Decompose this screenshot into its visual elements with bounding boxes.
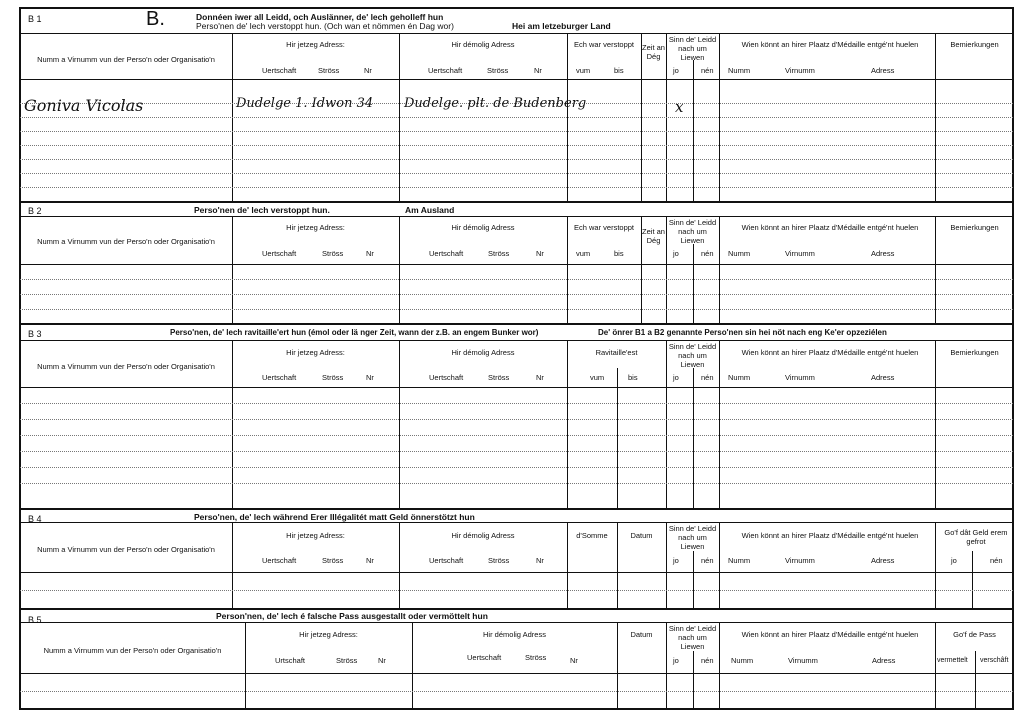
column-label: verschâft [980, 657, 1009, 664]
section-place: Hei am letzeburger Land [512, 21, 611, 31]
column-label: Urtschaft [275, 656, 306, 665]
addr-old-header: Hir démolig Adress [451, 40, 515, 49]
column-rule [232, 216, 233, 323]
column-label: Uertschaft [262, 556, 297, 565]
column-label: Wien könnt an hirer Plaatz d'Médaille entgé'nt huelen [741, 40, 919, 49]
column-label: Adress [871, 373, 895, 382]
column-label: Adress [872, 656, 896, 665]
row-rule [20, 264, 1013, 265]
section-code: B 2 [28, 206, 42, 216]
column-label: Numm [731, 656, 754, 665]
column-label: nén [990, 556, 1003, 565]
column-label: bis [614, 249, 624, 258]
column-label: Ströss [318, 66, 340, 75]
column-label: jo [673, 249, 679, 258]
column-label: Hir démolig Adress [451, 531, 515, 540]
column-label: jo [673, 556, 679, 565]
column-label: Nr [536, 556, 544, 565]
column-label: Zeit an Dég [642, 43, 665, 61]
column-label: Ströss [488, 249, 510, 258]
column-label: Bemierkungen [950, 40, 999, 49]
row-rule [20, 622, 1013, 623]
column-label: Adress [871, 556, 895, 565]
row-rule [20, 216, 1013, 217]
column-label: Numm a Virnumm vun der Perso'n oder Organisatio'n [37, 362, 215, 371]
row-rule [20, 608, 1013, 610]
section-title: Donnéen iwer all Leidd, och Auslänner, de' lech geholleff hun [196, 12, 444, 22]
column-rule [693, 551, 694, 608]
entry-addr-now: Dudelge 1. Idwon 34 [236, 96, 374, 111]
row-rule [20, 131, 1013, 132]
addr-now-header: Hir jetzeg Adress: [286, 40, 345, 49]
column-rule [975, 651, 976, 710]
column-label: Sinn de' Leidd nach um Liewen [668, 624, 717, 651]
column-rule [399, 216, 400, 323]
column-rule [693, 368, 694, 508]
column-label: Uertschaft [467, 653, 502, 662]
row-rule [20, 451, 1013, 452]
column-label: Numm a Virnumm vun der Perso'n oder Organisatio'n [37, 545, 215, 554]
column-label: vum [576, 249, 591, 258]
column-label: Sinn de' Leidd nach um Liewen [668, 35, 717, 62]
row-rule [20, 340, 1013, 341]
column-label: Virnumm [785, 249, 815, 258]
row-rule [20, 294, 1013, 295]
row-rule [20, 673, 1013, 674]
column-label: Hir jetzeg Adress: [286, 348, 345, 357]
column-label: vum [590, 373, 605, 382]
column-label: Uertschaft [262, 66, 297, 75]
row-rule [20, 522, 1013, 523]
column-label: Datum [630, 630, 653, 639]
column-label: Uertschaft [429, 249, 464, 258]
column-rule [617, 368, 618, 508]
column-label: Ech war verstoppt [573, 223, 635, 232]
column-label: Nr [570, 656, 578, 665]
row-rule [20, 403, 1013, 404]
column-label: Sinn de' Leidd nach um Liewen [668, 342, 717, 369]
column-label: jo [673, 373, 679, 382]
column-label: bis [628, 373, 638, 382]
column-rule [719, 216, 720, 323]
row-rule [20, 387, 1013, 388]
column-label: Hir démolig Adress [483, 630, 546, 639]
entry-addr-old: Dudelge. plt. de Budenberg [404, 96, 587, 111]
column-rule [719, 622, 720, 710]
column-label: Ströss [525, 653, 547, 662]
row-rule [20, 201, 1013, 203]
column-label: Ströss [488, 373, 510, 382]
section-subtitle: Perso'nen de' lech verstoppt hun. (Och wan et nömmen én Dag wor) [196, 21, 454, 31]
entry-name: Goniva Vicolas [24, 96, 144, 115]
column-label: Ströss [322, 249, 344, 258]
section-note: De' önrer B1 a B2 genannte Perso'nen sin hei nöt nach eng Ke'er opzeziélen [598, 328, 887, 337]
column-label: Adress [871, 249, 895, 258]
column-label: Hir jetzeg Adress: [286, 531, 345, 540]
column-label: Nr [366, 373, 374, 382]
row-rule [20, 33, 1013, 34]
column-label: nén [701, 373, 714, 382]
section-title: Perso'nen, de' lech ravitaille'ert hun (émol oder lä nger Zeit, wann der z.B. an engem Bunker wor) [170, 328, 539, 337]
column-label: Datum [630, 531, 653, 540]
section-title: Perso'nen, de' lech während Erer Illégalitét matt Geld önnerstötzt hun [194, 512, 475, 522]
column-label: nén [701, 656, 714, 665]
column-label: Bemierkungen [950, 223, 999, 232]
column-label: Sinn de' Leidd nach um Liewen [668, 218, 717, 245]
column-label: nén [701, 66, 714, 75]
column-label: Uertschaft [429, 373, 464, 382]
row-rule [20, 187, 1013, 188]
column-rule [567, 216, 568, 323]
column-label: Uertschaft [428, 66, 463, 75]
column-label: nén [701, 556, 714, 565]
column-label: Nr [534, 66, 542, 75]
column-label: Nr [364, 66, 372, 75]
column-label: Hir démolig Adress [451, 223, 515, 232]
column-label: Go'f dât Geld erem gefrot [944, 528, 1008, 546]
column-label: Nr [536, 373, 544, 382]
column-label: Nr [366, 556, 374, 565]
entry-alive-mark: x [675, 98, 684, 116]
column-label: Hir jetzeg Adress: [299, 630, 358, 639]
section-title: Perso'nen de' lech verstoppt hun. [194, 205, 330, 215]
row-rule [20, 279, 1013, 280]
row-rule [20, 79, 1013, 80]
column-label: Wien könnt an hirer Plaatz d'Médaille entgé'nt huelen [741, 531, 919, 540]
column-label: Zeit an Dég [642, 227, 665, 245]
row-rule [20, 467, 1013, 468]
column-label: Numm [728, 556, 751, 565]
row-rule [20, 309, 1013, 310]
row-rule [20, 572, 1013, 573]
column-label: jo [951, 556, 957, 565]
column-label: Nr [378, 656, 386, 665]
section-title: Person'nen, de' lech é falsche Pass ausgestallt oder vermöttelt hun [216, 611, 488, 621]
column-label: Bemierkungen [950, 348, 999, 357]
column-label: vum [576, 66, 591, 75]
column-label: d'Somme [576, 531, 608, 540]
column-label: Ströss [322, 373, 344, 382]
column-label: Virnumm [785, 373, 815, 382]
row-rule [20, 691, 1013, 692]
column-label: Go'f de Pass [953, 630, 996, 639]
column-label: jo [673, 66, 679, 75]
column-label: Virnumm [785, 556, 815, 565]
row-rule [20, 508, 1013, 510]
row-rule [20, 117, 1013, 118]
row-rule [20, 145, 1013, 146]
column-label: Sinn de' Leidd nach um Liewen [668, 524, 717, 551]
column-label: Ech war verstoppt [573, 40, 635, 49]
column-label: Adress [871, 66, 895, 75]
column-label: Wien könnt an hirer Plaatz d'Médaille entgé'nt huelen [741, 223, 919, 232]
row-rule [20, 323, 1013, 325]
column-label: Virnumm [788, 656, 818, 665]
column-label: vermettelt [937, 657, 968, 664]
column-label: Numm [728, 373, 751, 382]
column-label: Numm [728, 249, 751, 258]
column-label: Virnumm [785, 66, 815, 75]
column-label: Numm a Virnumm vun der Perso'n oder Organisatio'n [37, 237, 215, 246]
column-label: Ströss [487, 66, 509, 75]
column-rule [935, 522, 936, 608]
column-label: jo [673, 656, 679, 665]
column-rule [972, 551, 973, 608]
row-rule [20, 159, 1013, 160]
column-label: Hir démolig Adress [451, 348, 515, 357]
section-code: B 1 [28, 14, 42, 24]
column-label: Uertschaft [262, 249, 297, 258]
row-rule [20, 173, 1013, 174]
column-label: Ströss [322, 556, 344, 565]
row-rule [20, 590, 1013, 591]
column-rule [693, 651, 694, 710]
column-rule [693, 244, 694, 323]
name-col-header: Numm a Virnumm vun der Perso'n oder Organisatio'n [37, 55, 215, 64]
column-label: Uertschaft [262, 373, 297, 382]
column-label: Wien könnt an hirer Plaatz d'Médaille entgé'nt huelen [741, 348, 919, 357]
section-code: B 3 [28, 329, 42, 339]
column-label: Hir jetzeg Adress: [286, 223, 345, 232]
column-label: nén [701, 249, 714, 258]
column-label: Wien könnt an hirer Plaatz d'Médaille entgé'nt huelen [741, 630, 919, 639]
section-code: B 4 [28, 514, 42, 524]
row-rule [20, 483, 1013, 484]
form-letter: B. [146, 8, 165, 30]
column-label: Ströss [336, 656, 358, 665]
column-label: Numm [728, 66, 751, 75]
column-label: bis [614, 66, 624, 75]
column-label: Numm a Virnumm vun der Perso'n oder Organisatio'n [43, 646, 222, 655]
form-frame [19, 7, 1014, 710]
column-label: Uertschaft [429, 556, 464, 565]
column-label: Nr [536, 249, 544, 258]
column-rule [935, 216, 936, 323]
column-label: Nr [366, 249, 374, 258]
column-rule [719, 522, 720, 608]
column-label: Ravitaille'est [595, 348, 638, 357]
row-rule [20, 435, 1013, 436]
row-rule [20, 419, 1013, 420]
column-label: Ströss [488, 556, 510, 565]
section-code: B 5 [28, 615, 42, 625]
